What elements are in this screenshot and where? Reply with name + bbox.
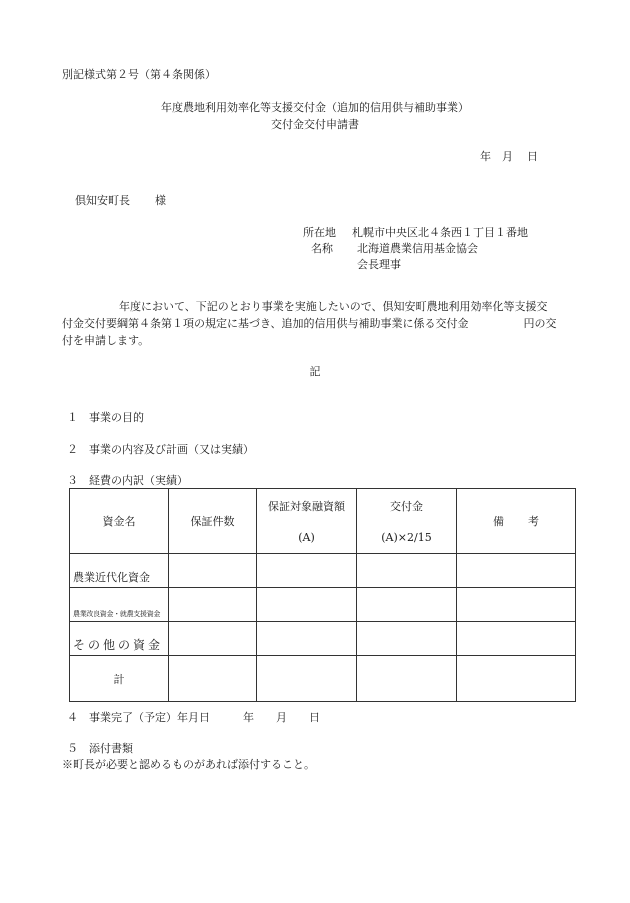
section-2: ２ 事業の内容及び計画（又は実績）	[67, 443, 254, 456]
address-label: 所在地	[303, 226, 336, 239]
header-amount-formula: (A)	[298, 531, 315, 544]
ki-label: 記	[309, 365, 321, 378]
cell-amount[interactable]	[257, 656, 357, 702]
table-row	[70, 588, 576, 622]
table-row	[70, 554, 576, 588]
header-count: 保証件数	[169, 489, 257, 554]
row-label-total: 計	[70, 656, 169, 702]
body-line-3: 付を申請します。	[62, 334, 150, 347]
header-grant	[357, 489, 457, 554]
cell-grant[interactable]	[357, 554, 457, 588]
cell-count[interactable]	[169, 656, 257, 702]
cell-grant[interactable]	[357, 622, 457, 656]
cell-count[interactable]	[169, 554, 257, 588]
cell-amount[interactable]	[257, 554, 357, 588]
date-day: 日	[527, 150, 538, 163]
section-4: ４ 事業完了（予定）年月日 年 月 日	[67, 711, 320, 724]
header-amount-label: 保証対象融資額	[268, 500, 345, 513]
header-fund-name: 資金名	[70, 489, 169, 554]
section-1: １ 事業の目的	[67, 411, 144, 424]
cell-count[interactable]	[169, 622, 257, 656]
title-line-1: 年度農地利用効率化等支援交付金（追加的信用供与補助事業）	[161, 101, 469, 114]
name-label: 名称	[311, 242, 333, 255]
table-row	[70, 622, 576, 656]
body-line-1: 年度において、下記のとおり事業を実施したいので、倶知安町農地利用効率化等支援交	[119, 300, 548, 313]
row-label-other: その他の資金	[70, 622, 169, 656]
header-remarks: 備考	[457, 489, 576, 554]
section-5: ５ 添付書類	[67, 742, 133, 755]
header-grant-label: 交付金	[390, 500, 423, 513]
cell-remarks[interactable]	[457, 656, 576, 702]
form-label: 別記様式第２号（第４条関係）	[62, 68, 216, 81]
title-line-2: 交付金交付申請書	[271, 118, 359, 131]
name-value: 北海道農業信用基金協会	[357, 242, 478, 255]
cost-breakdown-table	[69, 488, 576, 702]
section-3: ３ 経費の内訳（実績）	[67, 474, 188, 487]
addressee-name: 倶知安町長	[75, 194, 130, 207]
table-row-total	[70, 656, 576, 702]
cell-grant[interactable]	[357, 588, 457, 622]
table-header-row	[70, 489, 576, 554]
body-paragraph	[62, 298, 582, 349]
cell-remarks[interactable]	[457, 588, 576, 622]
addressee-honorific: 様	[155, 194, 166, 207]
address-value: 札幌市中央区北４条西１丁目１番地	[352, 226, 528, 239]
cell-remarks[interactable]	[457, 554, 576, 588]
representative-title: 会長理事	[357, 258, 401, 271]
cell-amount[interactable]	[257, 588, 357, 622]
attachment-note: ※町長が必要と認めるものがあれば添付すること。	[62, 758, 315, 771]
cell-amount[interactable]	[257, 622, 357, 656]
header-grant-formula: (A)×2/15	[381, 531, 432, 544]
cell-remarks[interactable]	[457, 622, 576, 656]
cell-count[interactable]	[169, 588, 257, 622]
date-month: 月	[502, 150, 513, 163]
date-year: 年	[480, 150, 491, 163]
cell-grant[interactable]	[357, 656, 457, 702]
row-label-modernization: 農業近代化資金	[70, 554, 169, 588]
header-amount	[257, 489, 357, 554]
row-label-improvement: 農業改良資金・就農支援資金	[70, 588, 169, 622]
body-line-2: 付金交付要綱第４条第１項の規定に基づき、追加的信用供与補助事業に係る交付金 円の交	[62, 317, 557, 330]
